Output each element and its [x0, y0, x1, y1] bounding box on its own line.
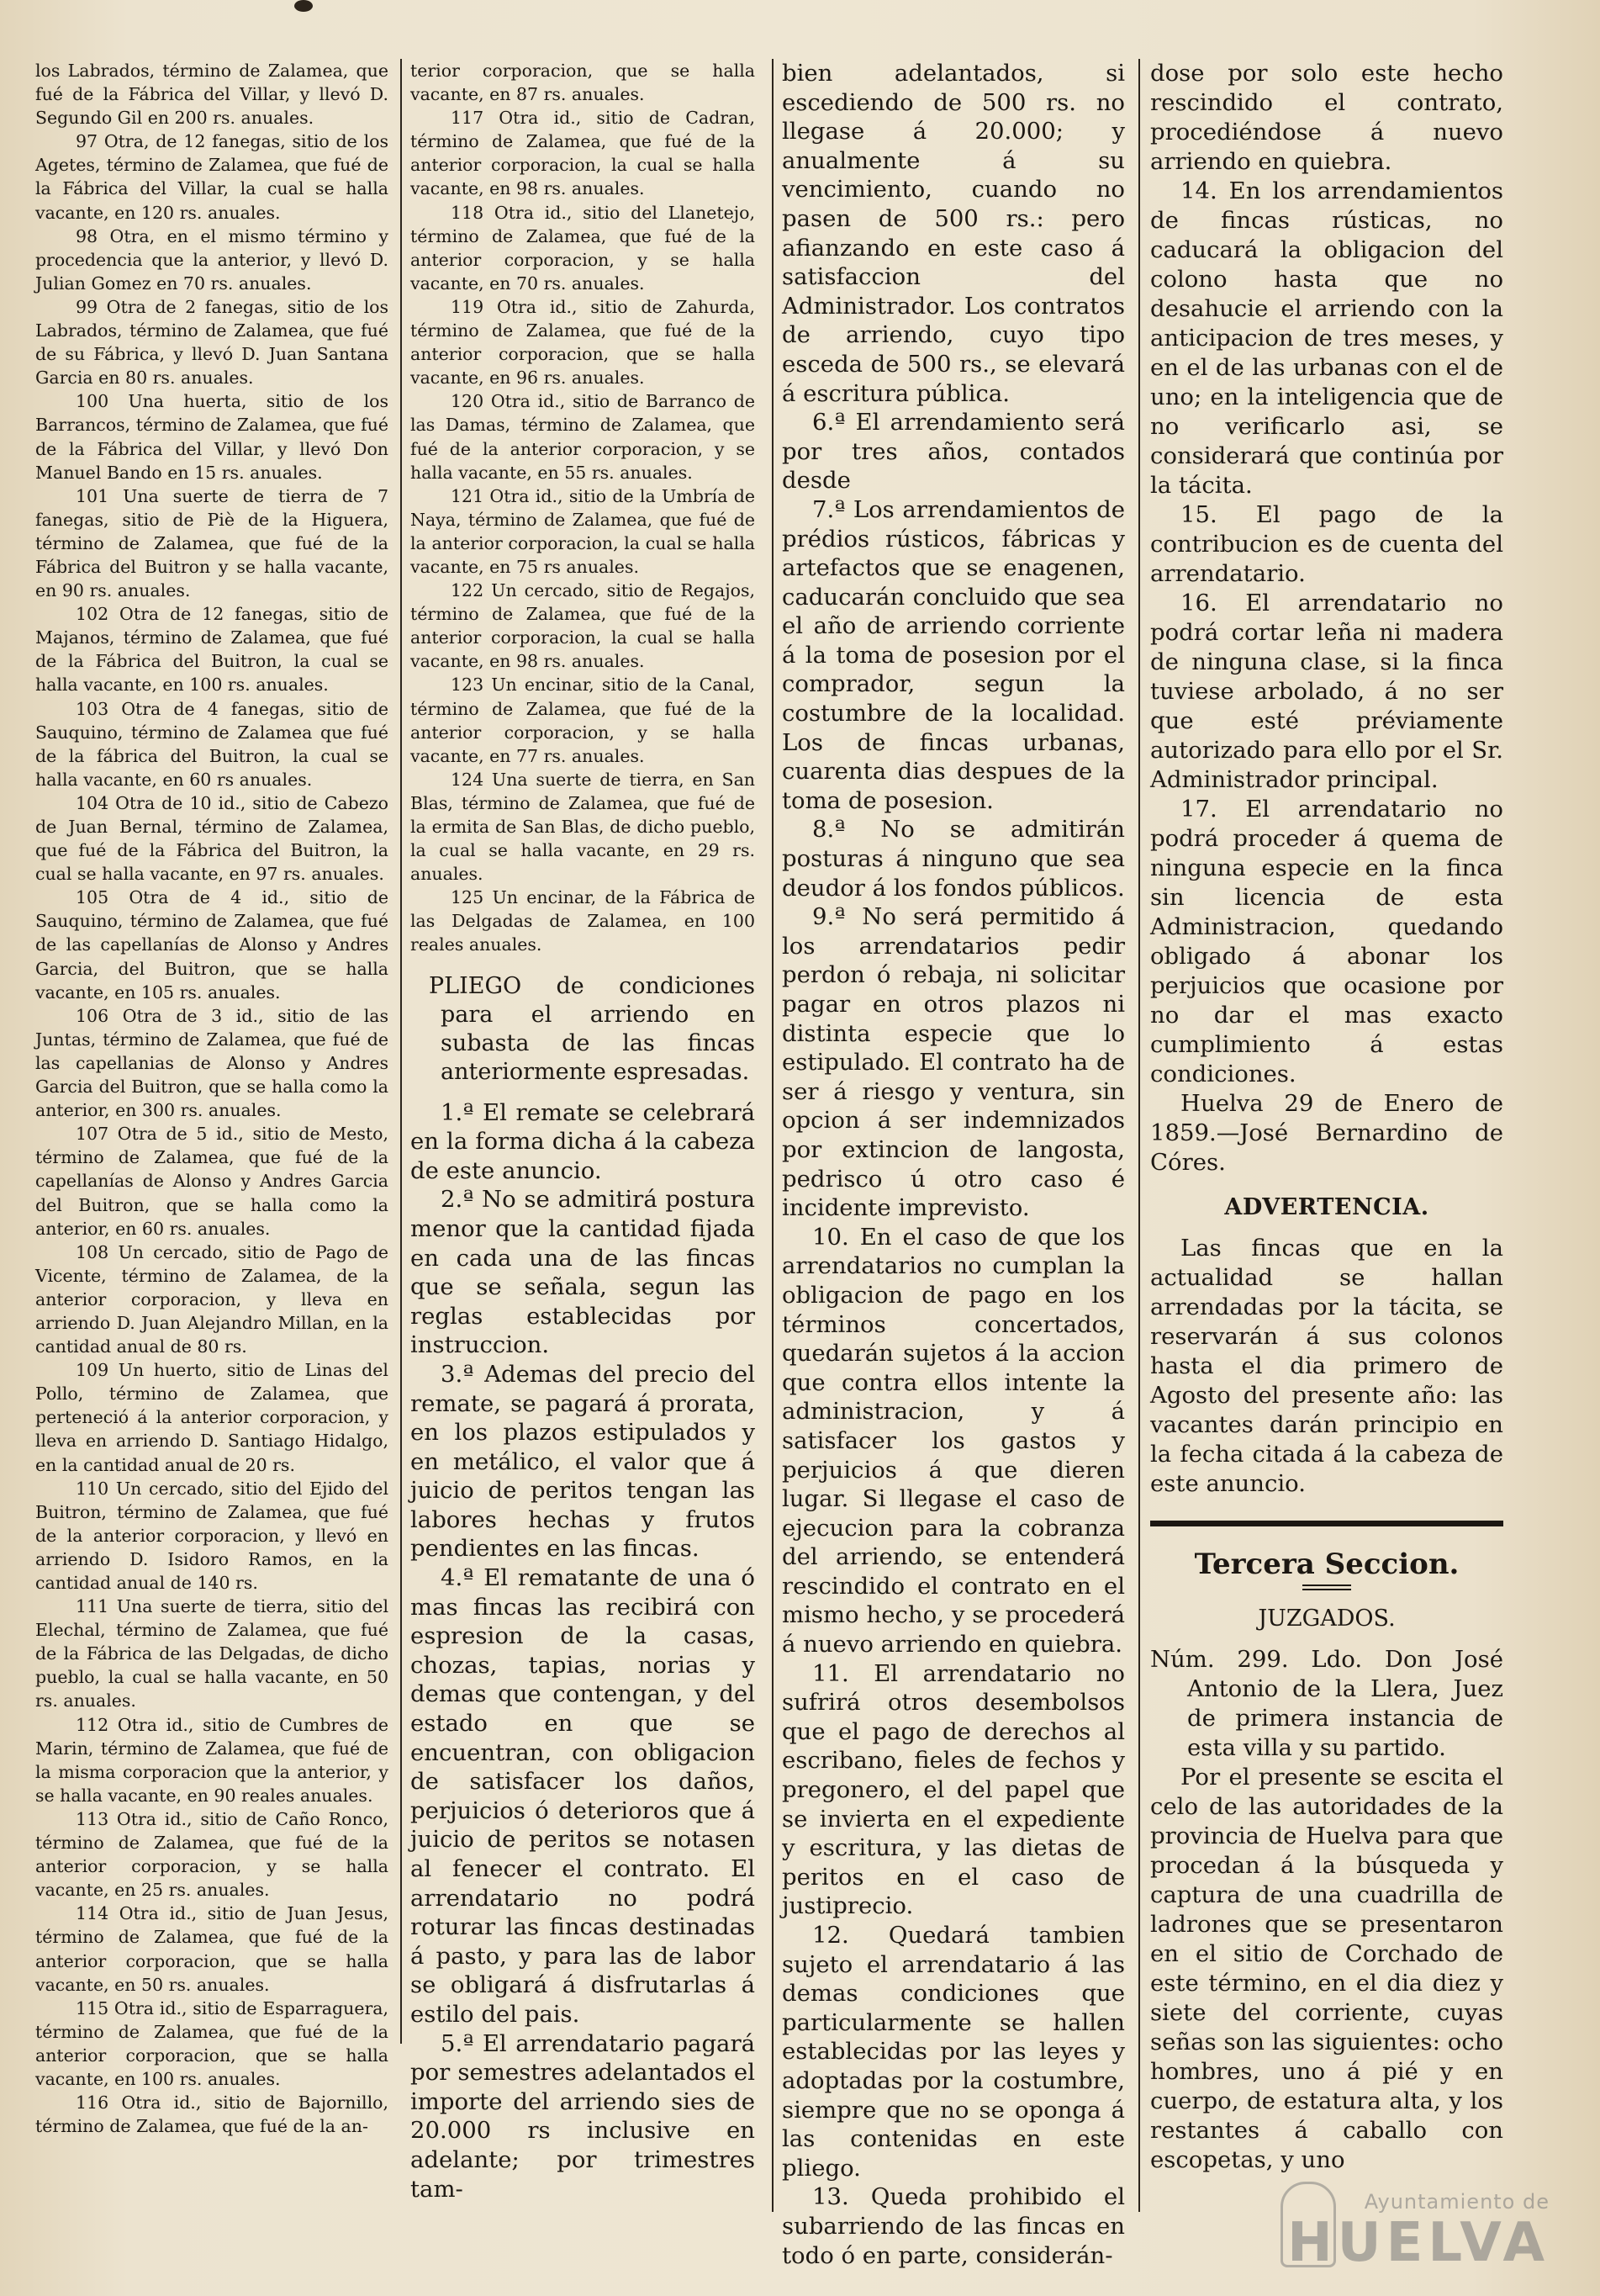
list-item: 115 Otra id., sitio de Esparraguera, término de Zalamea, que fué de la anterior corporacion, que se halla vacante, en 100 rs. anuales. — [35, 1997, 388, 2089]
ink-spot — [294, 0, 313, 12]
column-2 — [410, 59, 755, 2203]
notice-number: Núm. 299. Ldo. Don José Antonio de la Llera, Juez de primera instancia de esta villa y su partido. — [1150, 1646, 1503, 1761]
list-item: 98 Otra, en el mismo término y procedencia que la anterior, y llevó D. Julian Gomez en 70 rs. anuales. — [35, 225, 388, 294]
list-item: 103 Otra de 4 fanegas, sitio de Sauquino, término de Zalamea que fué de la fábrica del Buitron, la cual se halla vacante, en 60 rs anuales. — [35, 698, 388, 790]
list-item: 101 Una suerte de tierra de 7 fanegas, sitio de Piè de la Higuera, término de Zalamea, que fué de la Fábrica del Buitron y se halla vacante, en 90 rs. anuales. — [35, 485, 388, 601]
column-1 — [35, 59, 388, 2138]
double-rule — [1302, 1584, 1351, 1590]
condition-item: 3.ª Ademas del precio del remate, se pagará á prorata, en los plazos estipulados y en metálico, el valor que á juicio de peritos tengan las labores hechas y frutos pendientes en las fincas. — [410, 1360, 755, 1563]
condition-item: 9.ª No será permitido á los arrendatarios pedir perdon ó rebaja, ni solicitar pagar en otros plazos ni distinta especie que lo estipulado. El contrato ha de ser á riesgo y ventura, sin opcion á ser indemnizados por extincion de langosta, pedrisco ú otro caso é incidente imprevisto. — [782, 903, 1125, 1222]
list-item: 117 Otra id., sitio de Cadran, término de Zalamea, que fué de la anterior corporacion, la cual se halla vacante, en 98 rs. anuales. — [410, 108, 755, 199]
condition-item: 6.ª El arrendamiento será por tres años, contados desde — [782, 409, 1125, 495]
condition-item: bien adelantados, si escediendo de 500 rs. no llegase á 20.000; y anualmente á su vencimiento, cuando no pasen de 500 rs.: pero afianzando en este caso á satisfaccion del Administrador. Los contratos de arriendo, cuyo tipo esceda de 500 rs., se elevará á escritura pública. — [782, 60, 1125, 407]
list-item: 109 Un huerto, sitio de Linas del Pollo, término de Zalamea, que perteneció á la anterior corporacion, y lleva en arriendo D. Santiago Hidalgo, en la cantidad anual de 20 rs. — [35, 1360, 388, 1475]
condition-item: 4.ª El rematante de una ó mas fincas las recibirá con espresion de la casas, chozas, tapias, norias y demas que contengan, y del estado en que se encuentran, con obligacion de satisfacer los daños, perjuicios ó deterioros que á juicio de peritos se notasen al fenecer el contrato. El arrendatario no podrá roturar las fincas destinadas á pasto, y para las de labor se obligará á disfrutarlas á estilo del pais. — [410, 1564, 755, 2028]
condition-item: 14. En los arrendamientos de fincas rústicas, no caducará la obligacion del colono hasta que no desahucie el arriendo con la anticipacion de tres meses, y en el de las urbanas con el de uno; en la inteligencia que de no verificarlo asi, se considerará que continúa por la tácita. — [1150, 177, 1503, 499]
list-item: 110 Un cercado, sitio del Ejido del Buitron, término de Zalamea, que fué de la anterior corporacion, y llevó en arriendo D. Isidoro Ramos, en la cantidad anual de 140 rs. — [35, 1478, 388, 1593]
condition-item: 11. El arrendatario no sufrirá otros desembolsos que el pago de derechos al escribano, fieles de fechos y pregonero, el del papel que se invierta en el expediente y escritura, y las dietas de peritos en el caso de justiprecio. — [782, 1659, 1125, 1920]
list-item: 106 Otra de 3 id., sitio de las Juntas, término de Zalamea, que fué de las capellanias de Alonso y Andres Garcia del Buitron, que se halla como la anterior, en 300 rs. anuales. — [35, 1005, 388, 1121]
list-item: 107 Otra de 5 id., sitio de Mesto, término de Zalamea, que fué de la capellanías de Alonso y Andres Garcia del Buitron, que se halla como la anterior, en 60 rs. anuales. — [35, 1124, 388, 1239]
list-item: los Labrados, término de Zalamea, que fué de la Fábrica del Villar, y llevó D. Segundo Gil en 200 rs. anuales. — [35, 61, 388, 129]
condition-item: 8.ª No se admitirán posturas á ninguno que sea deudor á los fondos públicos. — [782, 816, 1125, 902]
list-item: 122 Un cercado, sitio de Regajos, término de Zalamea, que fué de la anterior corporacion, la cual se halla vacante, en 98 rs. anuales. — [410, 580, 755, 672]
list-item: 99 Otra de 2 fanegas, sitio de los Labrados, término de Zalamea, que fué de su Fábrica, y llevó D. Juan Santana Garcia en 80 rs. anuales. — [35, 296, 388, 389]
condition-item: 10. En el caso de que los arrendatarios no cumplan la obligacion de pago en los términos concertados, quedarán sujetos á la accion que contra ellos intente la administracion, y á satisfacer los gastos y perjuicios á que dieren lugar. Si llegase el caso de ejecucion para la cobranza del arriendo, se entenderá rescindido el contrato en el mismo hecho, y se procederá á nuevo arriendo en quiebra. — [782, 1223, 1125, 1659]
list-item: 102 Otra de 12 fanegas, sitio de Majanos, término de Zalamea, que fué de la Fábrica del Buitron, la cual se halla vacante, en 100 rs. anuales. — [35, 604, 388, 696]
column-rule — [772, 59, 774, 2212]
notice-text: Por el presente se escita el celo de las autoridades de la provincia de Huelva para que procedan á la búsqueda y captura de una cuadrilla de ladrones que se presentaron en el sitio de Corchado de este término, en el dia diez y siete del corriente, cuyas señas son las siguientes: ocho hombres, uno á pié y en cuerpo, de estatura alta, y los restantes á caballo con escopetas, y uno — [1150, 1764, 1503, 2173]
advertencia-text: Las fincas que en la actualidad se hallan arrendadas por la tácita, se reservarán á sus colonos hasta el dia primero de Agosto del presente año: las vacantes darán principio en la fecha citada á la cabeza de este anuncio. — [1150, 1235, 1503, 1497]
column-4 — [1150, 59, 1503, 2175]
section-divider — [1150, 1521, 1503, 1526]
list-item: terior corporacion, que se halla vacante, en 87 rs. anuales. — [410, 61, 755, 105]
section-title: Tercera Seccion. — [1194, 1547, 1460, 1581]
list-item: 123 Un encinar, sitio de la Canal, término de Zalamea, que fué de la anterior corporacion, y se halla vacante, en 77 rs. anuales. — [410, 675, 755, 766]
list-item: 121 Otra id., sitio de la Umbría de Naya, término de Zalamea, que fué de la anterior corporacion, la cual se halla vacante, en 75 rs anuales. — [410, 485, 755, 577]
ayuntamiento-huelva-watermark — [1281, 2178, 1550, 2274]
signature-line: Huelva 29 de Enero de 1859.—José Bernardino de Córes. — [1150, 1090, 1503, 1176]
condition-item: 12. Quedará tambien sujeto el arrendatario á las demas condiciones que particularmente se hallen establecidas por las leyes y adoptadas por la costumbre, siempre que no se oponga á las contenidas en este pliego. — [782, 1922, 1125, 2182]
condition-item: 16. El arrendatario no podrá cortar leña ni madera de ninguna clase, si la finca tuviese arbolado, á no ser que esté préviamente autorizado para ello por el Sr. Administrador principal. — [1150, 590, 1503, 793]
condition-item: 13. Queda prohibido el subarriendo de las fincas en todo ó en parte, considerán- — [782, 2183, 1125, 2269]
advertencia-heading: ADVERTENCIA. — [1224, 1194, 1429, 1220]
condition-item: 15. El pago de la contribucion es de cuenta del arrendatario. — [1150, 501, 1503, 587]
list-item: 112 Otra id., sitio de Cumbres de Marin, término de Zalamea, que fué de la misma corporacion que la anterior, y se halla vacante, en 90 reales anuales. — [35, 1714, 388, 1806]
column-3 — [782, 59, 1125, 2270]
column-rule — [400, 59, 402, 2044]
list-item: 111 Una suerte de tierra, sitio del Elechal, término de Zalamea, que fué de la Fábrica de las Delgadas, de dicho pueblo, la cual se halla vacante, en 50 rs. anuales. — [35, 1596, 388, 1711]
list-item: 119 Otra id., sitio de Zahurda, término de Zalamea, que fué de la anterior corporacion, que se halla vacante, en 96 rs. anuales. — [410, 296, 755, 389]
condition-item: 1.ª El remate se celebrará en la forma dicha á la cabeza de este anuncio. — [410, 1098, 755, 1184]
pliego-heading: PLIEGO de condiciones para el arriendo en subasta de las fincas anteriormente espresadas. — [429, 972, 755, 1085]
list-item: 124 Una suerte de tierra, en San Blas, término de Zalamea, que fué de la ermita de San Blas, de dicho pueblo, la cual se halla vacante, en 29 rs. anuales. — [410, 769, 755, 885]
condition-item: 5.ª El arrendatario pagará por semestres adelantados el importe del arriendo sies de 20.000 rs inclusive en adelante; por trimestres tam- — [410, 2029, 755, 2203]
list-item: 105 Otra de 4 id., sitio de Sauquino, término de Zalamea, que fué de las capellanías de Alonso y Andres Garcia, del Buitron, que se halla vacante, en 105 rs. anuales. — [35, 887, 388, 1003]
list-item: 114 Otra id., sitio de Juan Jesus, término de Zalamea, que fué de la anterior corporacion, que se halla vacante, en 50 rs. anuales. — [35, 1903, 388, 1995]
list-item: 97 Otra, de 12 fanegas, sitio de los Agetes, término de Zalamea, que fué de la Fábrica del Villar, la cual se halla vacante, en 120 rs. anuales. — [35, 131, 388, 223]
list-item: 116 Otra id., sitio de Bajornillo, término de Zalamea, que fué de la an- — [35, 2092, 388, 2137]
list-item: 120 Otra id., sitio de Barranco de las Damas, término de Zalamea, que fué de la anterior corporacion, y se halla vacante, en 55 rs. anuales. — [410, 391, 755, 483]
list-item: 100 Una huerta, sitio de los Barrancos, término de Zalamea, que fué de la Fábrica del Villar, y llevó Don Manuel Bando en 15 rs. anuales. — [35, 391, 388, 483]
watermark-line-1: Ayuntamiento de — [1364, 2190, 1550, 2214]
condition-item: 7.ª Los arrendamientos de prédios rústicos, fábricas y artefactos que se enagenen, caducarán concluido que sea el año de arriendo corriente á la toma de posesion por el comprador, segun la costumbre de la localidad. Los de fincas urbanas, cuarenta dias despues de la toma de posesion. — [782, 495, 1125, 814]
condition-item: 2.ª No se admitirá postura menor que la cantidad fijada en cada una de las fincas que se señala, segun las reglas establecidas por instruccion. — [410, 1186, 755, 1359]
list-item: 125 Un encinar, de la Fábrica de las Delgadas de Zalamea, en 100 reales anuales. — [410, 887, 755, 955]
watermark-line-2: HUELVA — [1287, 2212, 1550, 2274]
juzgados-heading: JUZGADOS. — [1258, 1606, 1396, 1632]
list-item: 118 Otra id., sitio del Llanetejo, término de Zalamea, que fué de la anterior corporacion, y se halla vacante, en 70 rs. anuales. — [410, 202, 755, 294]
condition-item: dose por solo este hecho rescindido el contrato, procediéndose á nuevo arriendo en quiebra. — [1150, 60, 1503, 175]
column-rule — [1138, 59, 1140, 2212]
list-item: 108 Un cercado, sitio de Pago de Vicente, término de Zalamea, de la anterior corporacion, y lleva en arriendo D. Juan Alejandro Millan, en la cantidad anual de 80 rs. — [35, 1241, 388, 1357]
list-item: 104 Otra de 10 id., sitio de Cabezo de Juan Bernal, término de Zalamea, que fué de la Fábrica del Buitron, la cual se halla vacante, en 97 rs. anuales. — [35, 792, 388, 885]
condition-item: 17. El arrendatario no podrá proceder á quema de ninguna especie en la finca sin licencia de esta Administracion, quedando obligado á abonar los perjuicios que ocasione por no dar el mas exacto cumplimiento á estas condiciones. — [1150, 796, 1503, 1087]
list-item: 113 Otra id., sitio de Caño Ronco, término de Zalamea, que fué de la anterior corporacion, y se halla vacante, en 25 rs. anuales. — [35, 1808, 388, 1901]
